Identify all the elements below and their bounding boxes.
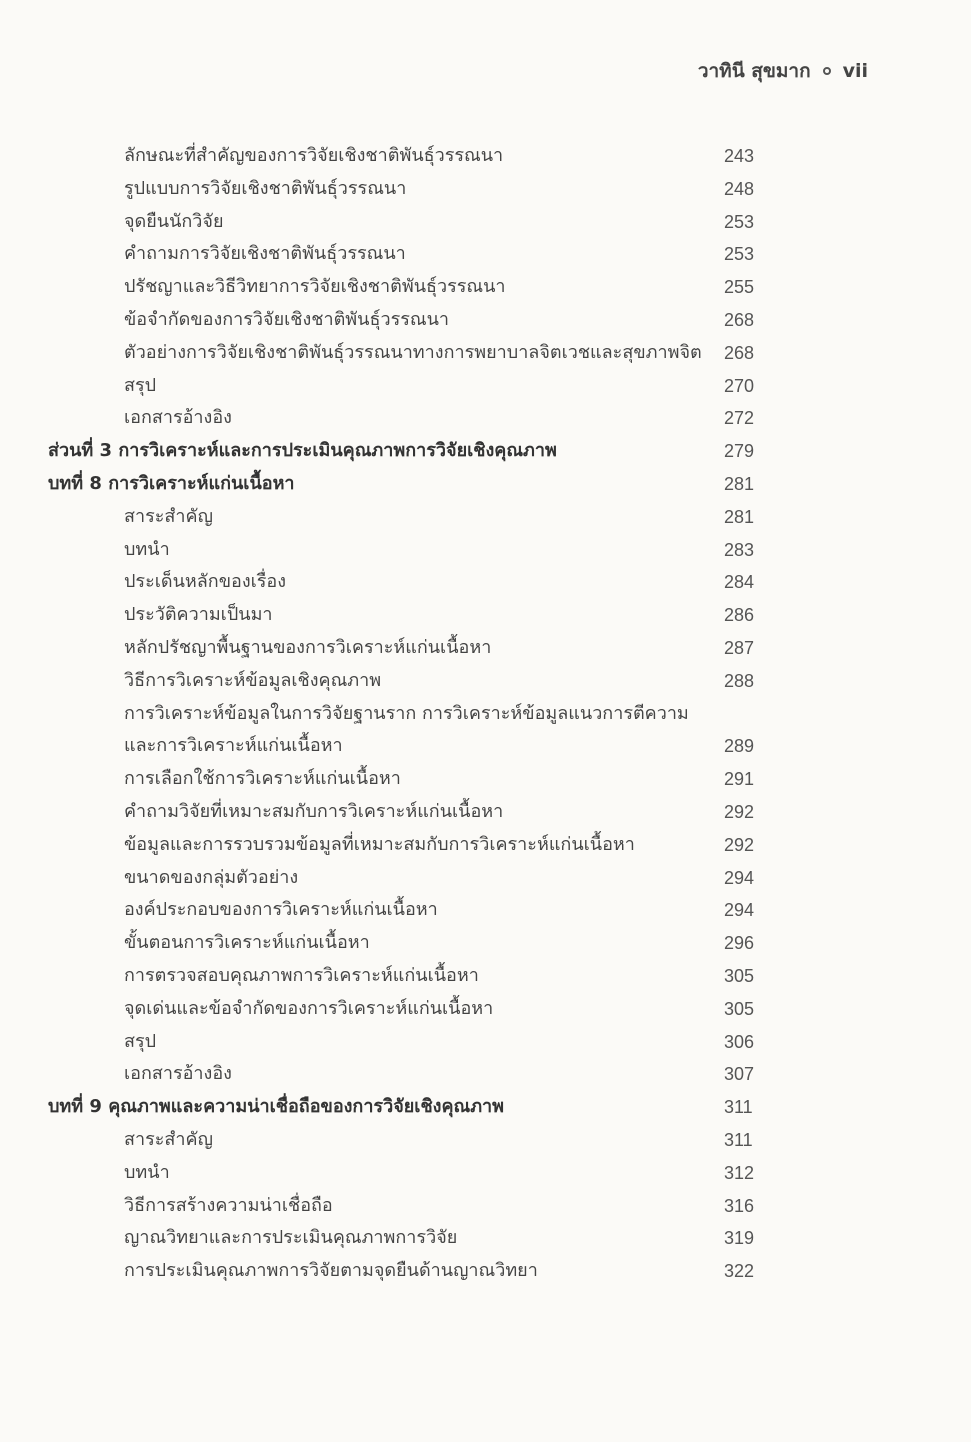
toc-entry-row <box>0 1190 971 1223</box>
toc-entry-row <box>0 1058 971 1091</box>
ornament-circle-icon <box>823 67 831 75</box>
toc-entry-title: เอกสารอ้างอิง <box>124 1063 232 1085</box>
toc-page-number: 253 <box>724 244 755 265</box>
toc-entry-title: สาระสำคัญ <box>124 1128 213 1150</box>
toc-entry-title: รูปแบบการวิจัยเชิงชาติพันธุ์วรรณนา <box>124 177 407 199</box>
toc-entry-row <box>0 337 971 370</box>
toc-entry-title: ประเด็นหลักของเรื่อง <box>124 571 287 593</box>
toc-entry-title: คำถามการวิจัยเชิงชาติพันธุ์วรรณนา <box>124 243 406 265</box>
toc-entry-row <box>0 599 971 632</box>
toc-page-number: 281 <box>724 473 755 494</box>
toc-page-number: 319 <box>724 1228 755 1249</box>
toc-entry-title: บทที่ 9 คุณภาพและความน่าเชื่อถือของการวิจัยเชิงคุณภาพ <box>48 1096 505 1118</box>
toc-entry-title: หลักปรัชญาพื้นฐานของการวิเคราะห์แก่นเนื้อหา <box>124 636 492 658</box>
toc-page-number: 296 <box>724 933 755 954</box>
toc-entry-title: จุดเด่นและข้อจำกัดของการวิเคราะห์แก่นเนื้อหา <box>124 997 494 1019</box>
toc-entry-title: และการวิเคราะห์แก่นเนื้อหา <box>124 735 343 757</box>
header-page-label: vii <box>842 60 868 82</box>
toc-entry-title: สรุป <box>124 374 157 396</box>
toc-entry-title: ปรัชญาและวิธีวิทยาการวิจัยเชิงชาติพันธุ์วรรณนา <box>124 276 506 298</box>
toc-page-number: 255 <box>724 277 755 298</box>
toc-heading-row <box>0 1091 971 1124</box>
toc-page-number: 322 <box>724 1261 755 1282</box>
toc-entry-row <box>0 238 971 271</box>
toc-page-number: 292 <box>724 801 755 822</box>
toc-page-number: 284 <box>724 572 755 593</box>
toc-page-number: 294 <box>724 900 755 921</box>
toc-entry-title: บทนำ <box>124 538 170 560</box>
toc-page-number: 253 <box>724 211 755 232</box>
toc-entry-title: สรุป <box>124 1030 157 1052</box>
toc-entry-title: ส่วนที่ 3 การวิเคราะห์และการประเมินคุณภาพการวิจัยเชิงคุณภาพ <box>48 440 557 462</box>
running-header <box>698 56 868 86</box>
toc-entry-title: วิธีการสร้างความน่าเชื่อถือ <box>124 1194 333 1216</box>
toc-page-number: 292 <box>724 834 755 855</box>
toc-entry-row <box>0 206 971 239</box>
toc-entry-row <box>0 370 971 403</box>
toc-entry-title: ข้อมูลและการรวบรวมข้อมูลที่เหมาะสมกับการวิเคราะห์แก่นเนื้อหา <box>124 833 635 855</box>
toc-entry-title: เอกสารอ้างอิง <box>124 407 232 429</box>
toc-entry-row <box>0 960 971 993</box>
toc-page-number: 283 <box>724 539 755 560</box>
toc-entry-row <box>0 1222 971 1255</box>
toc-entry-row <box>0 173 971 206</box>
toc-page-number: 294 <box>724 867 755 888</box>
toc-entry-title: การเลือกใช้การวิเคราะห์แก่นเนื้อหา <box>124 768 401 790</box>
toc-entry-title: ข้อจำกัดของการวิจัยเชิงชาติพันธุ์วรรณนา <box>124 308 450 330</box>
toc-entry-row <box>0 140 971 173</box>
toc-entry-row <box>0 927 971 960</box>
toc-page-number: 279 <box>724 441 755 462</box>
toc-page-number: 305 <box>724 998 755 1019</box>
toc-page-number: 305 <box>724 965 755 986</box>
toc-entry-row <box>0 566 971 599</box>
toc-entry-row <box>0 796 971 829</box>
toc-entry-row <box>0 632 971 665</box>
toc-page-number: 307 <box>724 1064 755 1085</box>
toc-entry-title: ประวัติความเป็นมา <box>124 604 273 626</box>
toc-page-number: 272 <box>724 408 755 429</box>
toc-page-number: 286 <box>724 605 755 626</box>
toc-entry-row <box>0 402 971 435</box>
toc-page-number: 316 <box>724 1195 755 1216</box>
toc-entry-title: การประเมินคุณภาพการวิจัยตามจุดยืนด้านญาณวิทยา <box>124 1260 538 1282</box>
toc-page-number: 312 <box>724 1162 755 1183</box>
toc-entry-row <box>0 763 971 796</box>
toc-heading-row <box>0 468 971 501</box>
toc-entry-title: การวิเคราะห์ข้อมูลในการวิจัยฐานราก การวิเคราะห์ข้อมูลแนวการตีความ <box>124 702 689 724</box>
toc-page-number: 268 <box>724 309 755 330</box>
toc-entry-row <box>0 304 971 337</box>
toc-entry-row <box>0 665 971 698</box>
toc-entry-title: บทที่ 8 การวิเคราะห์แก่นเนื้อหา <box>48 472 295 494</box>
toc-entry-row <box>0 1124 971 1157</box>
toc-page-number: 289 <box>724 736 755 757</box>
toc-page-number: 281 <box>724 506 755 527</box>
toc-page-number: 311 <box>724 1129 753 1150</box>
toc-entry-title: คำถามวิจัยที่เหมาะสมกับการวิเคราะห์แก่นเนื้อหา <box>124 800 504 822</box>
toc-page-number: 311 <box>724 1097 753 1118</box>
toc-entry-title: องค์ประกอบของการวิเคราะห์แก่นเนื้อหา <box>124 899 438 921</box>
header-author: วาทินี สุขมาก <box>697 60 811 82</box>
toc-entry-row <box>0 730 971 763</box>
toc-entry-title: จุดยืนนักวิจัย <box>124 210 224 232</box>
toc-page-number: 288 <box>724 670 755 691</box>
toc-page-number: 287 <box>724 637 755 658</box>
toc-entry-row <box>0 1255 971 1288</box>
toc-entry-title: ขนาดของกลุ่มตัวอย่าง <box>124 866 299 888</box>
toc-entry-row <box>0 993 971 1026</box>
toc-page-number: 243 <box>724 146 755 166</box>
toc-entry-title: วิธีการวิเคราะห์ข้อมูลเชิงคุณภาพ <box>124 669 382 691</box>
toc-entry-row <box>0 501 971 534</box>
table-of-contents <box>0 140 971 1288</box>
toc-entry-title: ขั้นตอนการวิเคราะห์แก่นเนื้อหา <box>124 932 370 954</box>
toc-entry-title: สาระสำคัญ <box>124 505 213 527</box>
toc-entry-title: ตัวอย่างการวิจัยเชิงชาติพันธุ์วรรณนาทางการพยาบาลจิตเวชและสุขภาพจิต <box>124 341 702 363</box>
toc-entry-title: ญาณวิทยาและการประเมินคุณภาพการวิจัย <box>124 1227 458 1249</box>
toc-page-number: 270 <box>724 375 755 396</box>
toc-page-number: 248 <box>724 178 755 199</box>
toc-entry-row <box>0 1026 971 1059</box>
toc-entry-row <box>0 698 971 731</box>
toc-entry-title: การตรวจสอบคุณภาพการวิเคราะห์แก่นเนื้อหา <box>124 964 479 986</box>
toc-entry-row <box>0 534 971 567</box>
toc-entry-row <box>0 862 971 895</box>
toc-entry-title: ลักษณะที่สำคัญของการวิจัยเชิงชาติพันธุ์วรรณนา <box>124 145 504 166</box>
toc-entry-title: บทนำ <box>124 1161 170 1183</box>
toc-page-number: 306 <box>724 1031 755 1052</box>
toc-entry-row <box>0 829 971 862</box>
toc-page-number: 291 <box>724 769 755 790</box>
toc-page-number: 268 <box>724 342 755 363</box>
toc-entry-row <box>0 894 971 927</box>
toc-entry-row <box>0 1157 971 1190</box>
toc-entry-row <box>0 271 971 304</box>
toc-heading-row <box>0 435 971 468</box>
